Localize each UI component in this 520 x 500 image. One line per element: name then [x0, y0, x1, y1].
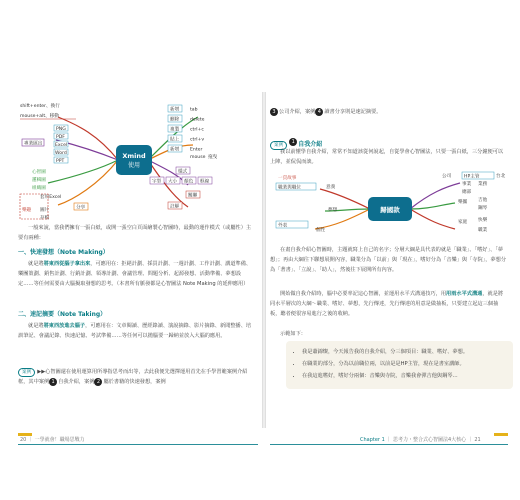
svg-text:職業與職位: 職業與職位: [278, 185, 301, 191]
footer-line-right: [270, 444, 508, 445]
self-intro-right-nodes: [442, 172, 506, 233]
self-intro-center: 歸國款: [380, 206, 400, 214]
example-item-3: • 在我這進嗜好，嗜好分兩個：音樂與寺院，音樂我會彈吉他與鋼琴…: [302, 371, 507, 381]
horizontal-communication-paragraph: 開始做自我介紹時，腦中必要率記這心智圖，並運用水平式溝通技巧，用用雨水平式溝通，就是將同水平層次的大綱～職業、嗜好、夢想，先行傳達，先行傳達的用意是做抽板，只要建立起這三個抽板，聽者便很容易進行之後的收納。: [270, 291, 504, 317]
svg-text:Enter: Enter: [190, 147, 203, 153]
intro-paragraph: 一般來說，當我們擁有一張白紙，或開一張空白頁面繪製心智圖時，最動的運作模式（或屬性）主要有兩種：: [18, 225, 252, 241]
svg-text:Excel: Excel: [55, 143, 68, 148]
svg-text:套用Excel: 套用Excel: [40, 195, 62, 200]
left-page: [18, 95, 258, 425]
svg-text:tab: tab: [190, 107, 198, 113]
mindmap-center-label-1: Xmind: [122, 152, 146, 160]
case-heading-number: 1: [289, 138, 297, 146]
svg-text:HP主管: HP主管: [464, 174, 480, 180]
node-shift-enter: shift+enter、換行: [20, 104, 60, 109]
svg-text:快樂: 快樂: [478, 218, 488, 223]
continued-line: 3 公司介紹，案例 4 讀書分享則是速記摘要。: [270, 107, 506, 117]
svg-text:樣式: 樣式: [178, 169, 188, 175]
example-label: 示範如下：: [280, 331, 306, 337]
chart-type-nodes: [32, 168, 46, 191]
svg-text:PDF: PDF: [56, 135, 65, 140]
svg-text:複製: 複製: [170, 127, 180, 133]
self-intro-mindmap: [270, 171, 506, 241]
svg-text:組織圖: 組織圖: [32, 186, 46, 191]
svg-text:意義: 意義: [326, 185, 336, 190]
svg-text:新增: 新增: [170, 107, 180, 113]
example-item-1: • 我是蕭錦燦，今天報告我的自我介紹，分三個項目：職業、嗜好、夢想。: [302, 347, 507, 357]
page-number-left: 20: [20, 437, 27, 443]
node-export: 專業匯出: [24, 141, 43, 147]
self-intro-paragraph: 我以前懂學自我介紹，常常不知道該從何說起，自從學會心智圖法，只要一張白紙，三分鐘便可以上陣，並侃侃而談。: [270, 149, 504, 165]
case-number-2: 2: [94, 378, 102, 386]
section-title-note-making: 一、快速發想（Note Making）: [18, 249, 109, 256]
svg-text:事業: 事業: [462, 182, 472, 187]
svg-text:Word: Word: [55, 151, 67, 156]
example-box: [286, 341, 513, 389]
case-tip: 案例 ▶▶心智圖還在使用運算用所導指思考而出等，去此我便先選擇運用首先在手學習範案例介紹框，其中案例 1 自我介紹，案例 2 屬於書籍的快速發想，案例: [18, 369, 248, 385]
mindmap-center-label-2: 使用: [127, 162, 141, 169]
svg-text:邏輯圖: 邏輯圖: [32, 178, 46, 183]
case-number-1: 1: [49, 378, 57, 386]
book-title-footer: 一學就會！職場思戰力: [34, 437, 85, 443]
case-heading-title: 自我介紹: [298, 141, 323, 148]
svg-text:公司: 公司: [442, 174, 452, 179]
svg-text:註解: 註解: [170, 204, 180, 210]
svg-text:樂趣: 樂趣: [22, 208, 32, 213]
svg-text:拖曳: 拖曳: [208, 155, 218, 160]
svg-text:分享: 分享: [76, 205, 86, 211]
book-spine: [262, 92, 266, 428]
svg-text:夢想: 夢想: [328, 208, 338, 213]
note-taking-paragraph: 就是將將東西放進去腦子，可應用在：文章閱讀、歷經錄讀、演說摘錄、影片摘錄、新聞整播、培訓筆記、會議記錄、快速記憶、考試準備……等任何可以拋腦要一歸納並放入大腦的應用。: [18, 323, 252, 339]
case-number-4: 4: [315, 108, 323, 116]
svg-text:刪除: 刪除: [170, 117, 180, 123]
right-page: [270, 95, 508, 425]
case-tag: 案例: [18, 368, 35, 377]
svg-text:貼上: 貼上: [170, 137, 180, 143]
edit-nodes: [168, 105, 218, 160]
svg-text:存檔: 存檔: [40, 216, 50, 220]
mindmap-explanation: 在畫自我介紹心智圖時，主題就寫上自己的名字；分層大綱是具代表的就是「職業」、「嗜好」、「夢想」；再由大綱往下聯想展開內容，職業分為「以前」與「現在」，嗜好分為「音樂」與「寺院」，夢想分為「著書」、「立說」、「助人」，然後往下展開所有內容。: [270, 247, 507, 273]
chapter-title-footer: 思考力・整合式心智圖法4大核心: [392, 437, 467, 443]
footer-left: 20 ｜ 一學就會！職場思戰力: [20, 437, 85, 443]
svg-text:ctrl+c: ctrl+c: [190, 127, 204, 133]
svg-text:總部: 總部: [462, 190, 472, 195]
node-mouse-alt: mouse+alt、移動: [20, 114, 59, 119]
footer-accent-right: [494, 433, 508, 436]
svg-text:delete: delete: [190, 117, 205, 123]
svg-text:圖片: 圖片: [40, 208, 50, 213]
section-title-note-taking: 二、速記摘要（Note Taking）: [18, 311, 107, 318]
svg-text:吉他: 吉他: [478, 198, 488, 203]
case-number-3: 3: [270, 108, 278, 116]
self-intro-left-title: 一頁故事: [278, 176, 297, 181]
svg-text:鋼琴: 鋼琴: [478, 206, 488, 211]
note-making-paragraph: 就是將將東西從腦子拿出來，可應用在：拒絕計劃、採買計劃、一週計劃、工作計劃、講道準備、樂團策劃、銷售計劃、行銷計劃、領導計劃、會議管理、問題分析、起源發想、活動準備、夢想設定……等任何需要由大腦擬取發想的思考。（本書所有脈發都是心智圖法 Note Making 的延伸應用）: [18, 261, 252, 287]
svg-text:台北: 台北: [496, 174, 506, 179]
self-intro-left-nodes: [276, 183, 338, 233]
xmind-mindmap: [18, 95, 258, 220]
svg-text:顏色: 顏色: [184, 179, 194, 185]
svg-text:家庭: 家庭: [458, 220, 468, 225]
svg-text:ctrl+v: ctrl+v: [190, 137, 205, 143]
case-heading-tag: 案例: [270, 141, 287, 150]
svg-text:字型: 字型: [152, 179, 162, 185]
svg-text:關聯: 關聯: [188, 193, 198, 199]
footer-line-left: [18, 444, 258, 445]
svg-text:PNG: PNG: [56, 127, 66, 132]
chapter-label: Chapter 1: [360, 437, 385, 443]
footer-right: Chapter 1 ｜ 思考力・整合式心智圖法4大核心 ｜ 21: [360, 437, 481, 443]
export-file-nodes: [54, 125, 68, 164]
misc-nodes: [22, 193, 88, 220]
svg-text:樂團: 樂團: [458, 200, 468, 205]
svg-text:框線: 框線: [200, 179, 210, 185]
svg-text:業務: 業務: [478, 182, 488, 187]
page-number-right: 21: [474, 437, 481, 443]
svg-text:個性: 個性: [316, 228, 326, 233]
svg-text:mouse: mouse: [190, 155, 206, 160]
svg-text:大小: 大小: [168, 179, 178, 185]
example-item-2: • 在職業的部分，分為以前職位兩，以前是是HP主管，現在是書室講師。: [302, 359, 507, 369]
svg-text:外表: 外表: [278, 223, 288, 229]
svg-text:心智圖: 心智圖: [32, 170, 46, 175]
svg-text:新增: 新增: [170, 147, 180, 153]
svg-text:PPT: PPT: [56, 159, 65, 164]
svg-text:職業: 職業: [478, 228, 488, 233]
